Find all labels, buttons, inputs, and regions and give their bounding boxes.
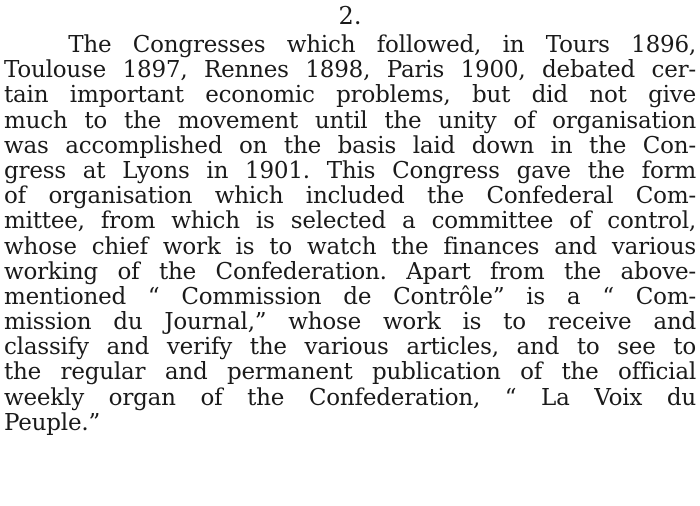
text-line: gress at Lyons in 1901. This Congress gave the form [4,158,696,184]
body-paragraph [4,33,696,436]
text-line: mittee, from which is selected a committee of control, [4,209,696,235]
text-line: working of the Confederation. Apart from the above- [4,259,696,285]
text-line-last: Peuple.” [4,410,101,436]
text-line: tain important economic problems, but did not give [4,83,696,109]
text-line: Toulouse 1897, Rennes 1898, Paris 1900, debated cer- [4,58,696,84]
text-line: classify and verify the various articles, and to see to [4,335,696,361]
text-line: was accomplished on the basis laid down in the Con- [4,133,696,159]
text-line: much to the movement until the unity of organisation [4,108,696,134]
page-number: 2. [338,2,362,30]
text-line: the regular and permanent publication of the official [4,360,696,386]
text-line: The Congresses which followed, in Tours 1896, [4,33,696,58]
text-line: whose chief work is to watch the finances and various [4,234,696,260]
text-line: mentioned “ Commission de Contrôle” is a “ Com- [4,284,696,310]
text-line: weekly organ of the Confederation, “ La Voix du [4,385,696,411]
text-line: of organisation which included the Confederal Com- [4,184,696,210]
text-line: mission du Journal,” whose work is to receive and [4,310,696,336]
